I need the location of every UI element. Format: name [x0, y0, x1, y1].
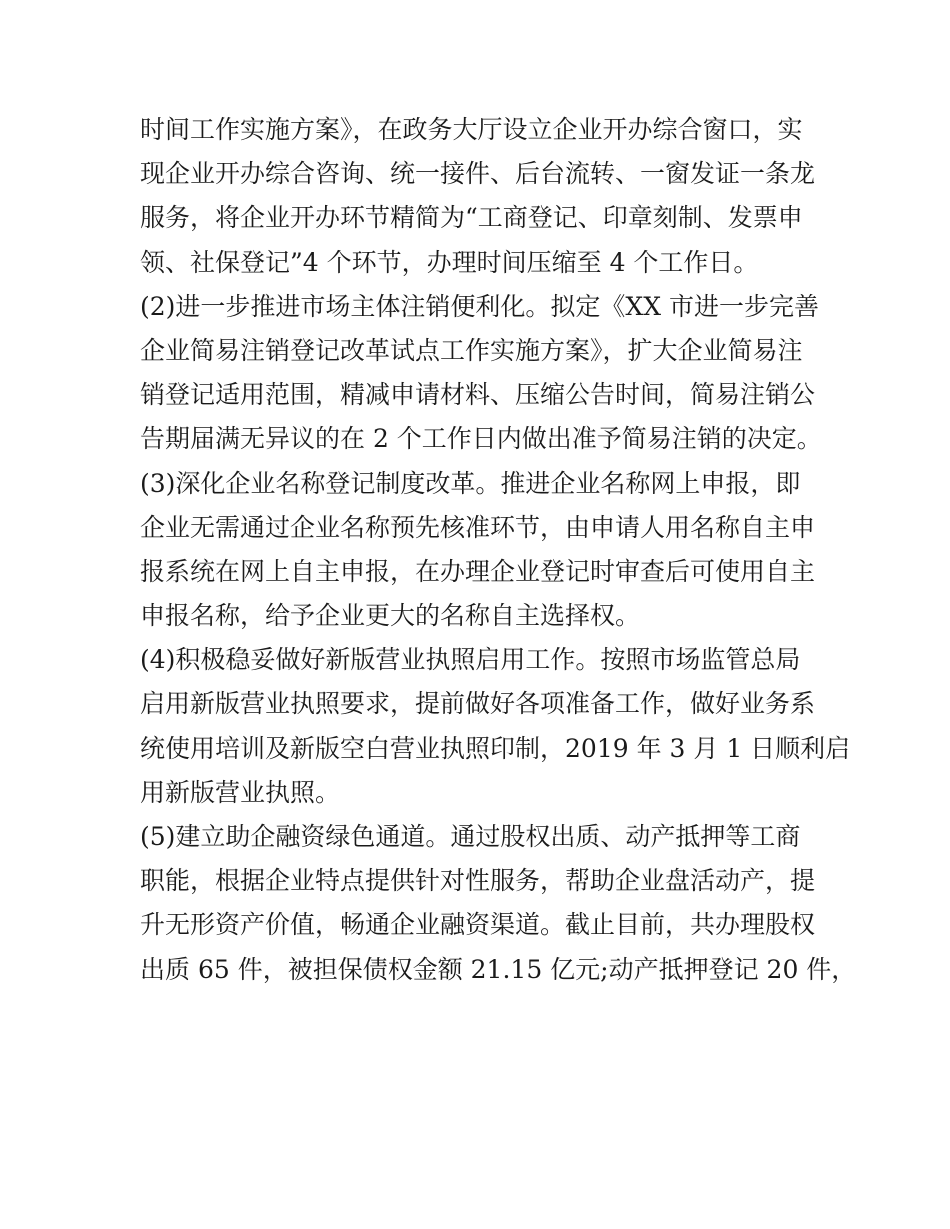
document-body: [140, 108, 857, 992]
text-line: 统使用培训及新版空白营业执照印制，2019 年 3 月 1 日顺利启: [140, 733, 851, 763]
text-line: (2)进一步推进市场主体注销便利化。拟定《XX 市进一步完善: [140, 291, 819, 321]
text-line: 出质 65 件，被担保债权金额 21.15 亿元;动产抵押登记 20 件，: [140, 954, 857, 984]
text-line: 申报名称，给予企业更大的名称自主选择权。: [140, 601, 641, 631]
text-line: 销登记适用范围，精减申请材料、压缩公告时间，简易注销公: [140, 380, 816, 410]
text-line: 企业简易注销登记改革试点工作实施方案》，扩大企业简易注: [140, 335, 803, 365]
text-line: 启用新版营业执照要求，提前做好各项准备工作，做好业务系: [140, 689, 816, 719]
text-line: 告期届满无异议的在 2 个工作日内做出准予简易注销的决定。: [140, 424, 822, 454]
text-line: 时间工作实施方案》，在政务大厅设立企业开办综合窗口，实: [140, 115, 803, 144]
text-line: 用新版营业执照。: [140, 777, 341, 807]
text-line: (3)深化企业名称登记制度改革。推进企业名称网上申报，即: [140, 468, 801, 498]
text-line: 服务，将企业开办环节精简为“工商登记、印章刻制、发票申: [140, 203, 803, 233]
text-line: 现企业开办综合咨询、统一接件、后台流转、一窗发证一条龙: [140, 159, 816, 189]
text-line: 升无形资产价值，畅通企业融资渠道。截止目前，共办理股权: [140, 910, 816, 940]
text-line: (5)建立助企融资绿色通道。通过股权出质、动产抵押等工商: [140, 822, 801, 851]
text-line: 领、社保登记”4 个环节，办理时间压缩至 4 个工作日。: [140, 247, 759, 277]
text-line: 报系统在网上自主申报，在办理企业登记时审查后可使用自主: [140, 556, 816, 586]
text-line: 企业无需通过企业名称预先核准环节，由申请人用名称自主申: [140, 512, 816, 542]
text-line: 职能，根据企业特点提供针对性服务，帮助企业盘活动产，提: [140, 866, 816, 896]
text-line: (4)积极稳妥做好新版营业执照启用工作。按照市场监管总局: [140, 645, 801, 675]
